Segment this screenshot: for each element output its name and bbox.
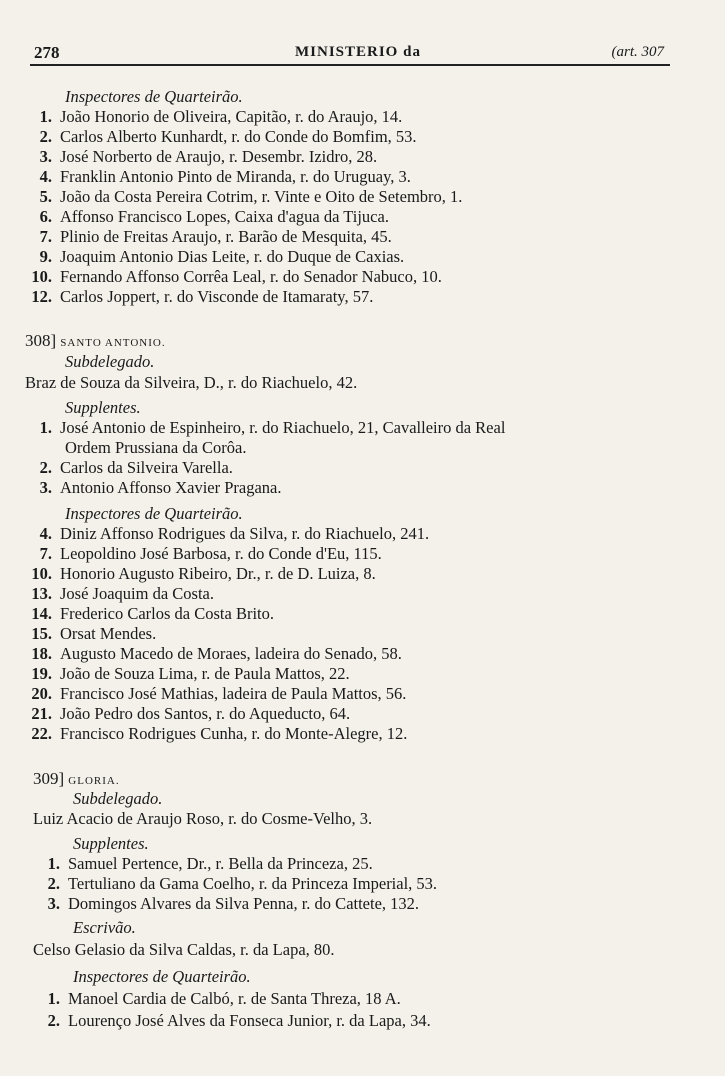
section-name: SANTO ANTONIO. xyxy=(60,337,166,349)
item-text: Antonio Affonso Xavier Pragana. xyxy=(60,478,282,497)
list-item xyxy=(22,544,382,564)
list-item xyxy=(30,874,437,894)
page-number: 278 xyxy=(34,43,60,62)
item-number: 5. xyxy=(39,187,52,206)
subheading: Inspectores de Quarteirão. xyxy=(65,87,243,106)
list-item xyxy=(22,664,350,684)
item-text: Fernando Affonso Corrêa Leal, r. do Senador Nabuco, 10. xyxy=(60,267,442,286)
item-number: 20. xyxy=(31,684,52,703)
subheading: Supplentes. xyxy=(65,398,141,417)
list-item xyxy=(22,524,429,544)
list-item xyxy=(22,604,274,624)
list-item xyxy=(22,644,402,664)
item-number: 7. xyxy=(39,227,52,246)
item-text: João Honorio de Oliveira, Capitão, r. do Araujo, 14. xyxy=(60,107,403,126)
list-item xyxy=(22,478,282,498)
list-item xyxy=(30,1011,431,1031)
item-number: 22. xyxy=(31,724,52,743)
subheading: Subdelegado. xyxy=(65,352,155,371)
subheading: Subdelegado. xyxy=(73,789,163,808)
item-text: Francisco José Mathias, ladeira de Paula Mattos, 56. xyxy=(60,684,407,703)
entry-line: Luiz Acacio de Araujo Roso, r. do Cosme-Velho, 3. xyxy=(33,809,373,828)
list-item xyxy=(22,227,392,247)
item-number: 2. xyxy=(47,1011,60,1030)
item-number: 3. xyxy=(47,894,60,913)
item-number: 15. xyxy=(31,624,52,643)
list-item xyxy=(22,147,377,167)
item-number: 4. xyxy=(39,524,52,543)
item-text: Frederico Carlos da Costa Brito. xyxy=(60,604,275,623)
item-number: 3. xyxy=(39,147,52,166)
list-item xyxy=(22,458,233,478)
list-item xyxy=(22,187,462,207)
item-text: Francisco Rodrigues Cunha, r. do Monte-Alegre, 12. xyxy=(60,724,408,743)
item-text: Honorio Augusto Ribeiro, Dr., r. de D. Luiza, 8. xyxy=(60,564,376,583)
list-item xyxy=(22,418,505,438)
list-item xyxy=(22,267,442,287)
section-heading xyxy=(33,769,120,791)
running-title: MINISTERIO da xyxy=(295,44,421,60)
item-number: 1. xyxy=(39,418,52,437)
item-number: 2. xyxy=(47,874,60,893)
section-number: 308] xyxy=(25,331,57,350)
item-number: 7. xyxy=(39,544,52,563)
item-number: 6. xyxy=(39,207,52,226)
item-number: 1. xyxy=(39,107,52,126)
subheading: Supplentes. xyxy=(73,834,149,853)
item-number: 1. xyxy=(47,854,60,873)
item-number: 14. xyxy=(31,604,52,623)
entry-line: Braz de Souza da Silveira, D., r. do Riachuelo, 42. xyxy=(25,373,358,392)
item-text: Orsat Mendes. xyxy=(60,624,157,643)
subheading: Inspectores de Quarteirão. xyxy=(65,504,243,523)
item-text: Domingos Alvares da Silva Penna, r. do Cattete, 132. xyxy=(68,894,420,913)
list-item xyxy=(22,684,406,704)
item-number: 4. xyxy=(39,167,52,186)
item-number: 18. xyxy=(31,644,52,663)
item-number: 10. xyxy=(31,267,52,286)
list-item xyxy=(30,989,401,1009)
list-item xyxy=(22,724,407,744)
list-item xyxy=(22,704,350,724)
list-item xyxy=(30,854,373,874)
item-text: Carlos da Silveira Varella. xyxy=(60,458,233,477)
list-item xyxy=(22,287,373,307)
item-text: Affonso Francisco Lopes, Caixa d'agua da Tijuca. xyxy=(60,207,389,226)
list-item xyxy=(30,894,419,914)
subheading: Escrivão. xyxy=(73,918,136,937)
item-text: Samuel Pertence, Dr., r. Bella da Princeza, 25. xyxy=(68,854,373,873)
item-text: Manoel Cardia de Calbó, r. de Santa Threza, 18 A. xyxy=(68,989,401,1008)
item-text: João de Souza Lima, r. de Paula Mattos, 22. xyxy=(60,664,350,683)
item-text: João da Costa Pereira Cotrim, r. Vinte e Oito de Setembro, 1. xyxy=(60,187,463,206)
item-text: José Norberto de Araujo, r. Desembr. Izidro, 28. xyxy=(60,147,378,166)
item-number: 1. xyxy=(47,989,60,1008)
page-header xyxy=(30,40,670,66)
list-item xyxy=(22,624,156,644)
item-number: 21. xyxy=(31,704,52,723)
item-number: 3. xyxy=(39,478,52,497)
item-number: 2. xyxy=(39,127,52,146)
subheading: Inspectores de Quarteirão. xyxy=(73,967,251,986)
item-text: João Pedro dos Santos, r. do Aqueducto, 64. xyxy=(60,704,351,723)
list-item xyxy=(22,207,389,227)
list-item xyxy=(22,107,402,127)
list-item xyxy=(22,584,214,604)
item-text: Lourenço José Alves da Fonseca Junior, r. da Lapa, 34. xyxy=(68,1011,431,1030)
section-number: 309] xyxy=(33,769,65,788)
item-text: Carlos Joppert, r. do Visconde de Itamaraty, 57. xyxy=(60,287,374,306)
item-number: 12. xyxy=(31,287,52,306)
item-text: Diniz Affonso Rodrigues da Silva, r. do Riachuelo, 241. xyxy=(60,524,430,543)
list-item xyxy=(22,247,404,267)
section-name: GLORIA. xyxy=(68,775,120,787)
item-text: Tertuliano da Gama Coelho, r. da Princeza Imperial, 53. xyxy=(68,874,438,893)
article-reference: (art. 307 xyxy=(611,44,664,60)
entry-line: Celso Gelasio da Silva Caldas, r. da Lapa, 80. xyxy=(33,940,335,959)
item-number: 2. xyxy=(39,458,52,477)
list-item xyxy=(22,167,411,187)
item-number: 10. xyxy=(31,564,52,583)
item-text: Augusto Macedo de Moraes, ladeira do Senado, 58. xyxy=(60,644,402,663)
item-text: Carlos Alberto Kunhardt, r. do Conde do Bomfim, 53. xyxy=(60,127,417,146)
item-number: 19. xyxy=(31,664,52,683)
section-heading xyxy=(25,331,166,353)
list-item-continuation: Ordem Prussiana da Corôa. xyxy=(65,438,247,457)
item-text: José Joaquim da Costa. xyxy=(60,584,214,603)
list-item xyxy=(22,564,376,584)
item-text: Plinio de Freitas Araujo, r. Barão de Mesquita, 45. xyxy=(60,227,392,246)
item-text: Leopoldino José Barbosa, r. do Conde d'Eu, 115. xyxy=(60,544,382,563)
item-text: Joaquim Antonio Dias Leite, r. do Duque de Caxias. xyxy=(60,247,405,266)
list-item xyxy=(22,127,417,147)
item-text: José Antonio de Espinheiro, r. do Riachuelo, 21, Cavalleiro da Real xyxy=(60,418,506,437)
item-number: 13. xyxy=(31,584,52,603)
item-text: Franklin Antonio Pinto de Miranda, r. do Uruguay, 3. xyxy=(60,167,411,186)
item-number: 9. xyxy=(39,247,52,266)
